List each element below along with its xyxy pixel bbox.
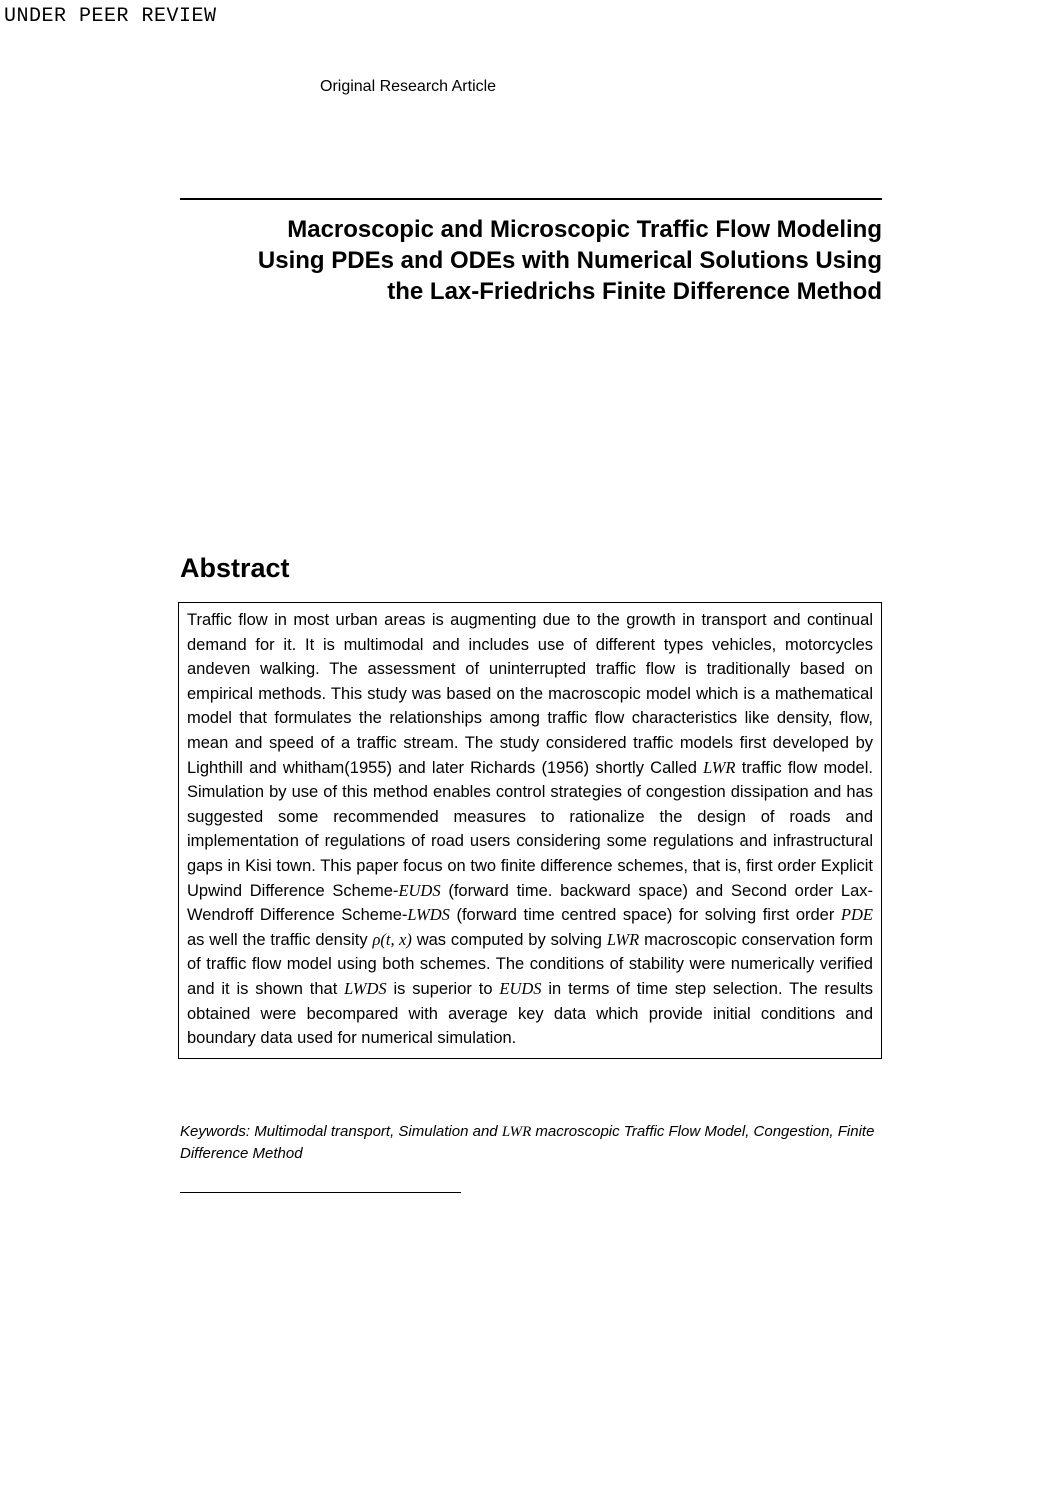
paper-title: [180, 214, 882, 307]
footnote-rule: [180, 1192, 461, 1193]
article-type-label: Original Research Article: [320, 78, 497, 95]
paper-title-line-2: Using PDEs and ODEs with Numerical Solutions Using: [257, 247, 882, 274]
paper-title-line-3: the Lax-Friedrichs Finite Difference Method: [387, 278, 882, 305]
paper-title-line-1: Macroscopic and Microscopic Traffic Flow Modeling: [287, 216, 882, 243]
peer-review-watermark: UNDER PEER REVIEW: [4, 5, 217, 28]
abstract-heading: Abstract: [180, 553, 290, 583]
keywords-text: Keywords: Multimodal transport, Simulation and LWR macroscopic Traffic Flow Model, Congestion, Finite Difference Method: [180, 1123, 875, 1162]
abstract-text: Traffic flow in most urban areas is augmenting due to the growth in transport and continual demand for it. It is multimodal and includes use of different types vehicles, motorcycles andeven walking. The assessment of uninterrupted traffic flow is traditionally based on empirical methods. This study was based on the macroscopic model which is a mathematical model that formulates the relationships among traffic flow characteristics like density, flow, mean and speed of a traffic stream. The study considered traffic models first developed by Lighthill and whitham(1955) and later Richards (1956) shortly Called LWR traffic flow model. Simulation by use of this method enables control strategies of congestion dissipation and has suggested some recommended measures to rationalize the design of roads and implementation of regulations of road users considering some regulations and infrastructural gaps in Kisi town. This paper focus on two finite difference schemes, that is, first order Explicit Upwind Difference Scheme-EUDS (forward time. backward space) and Second order Lax-Wendroff Difference Scheme-LWDS (forward time centred space) for solving first order PDE as well the traffic density ρ(t, x) was computed by solving LWR macroscopic conservation form of traffic flow model using both schemes. The conditions of stability were numerically verified and it is shown that LWDS is superior to EUDS in terms of time step selection. The results obtained were becompared with average key data which provide initial conditions and boundary data used for numerical simulation.: [178, 602, 882, 1059]
title-rule: [180, 198, 882, 200]
